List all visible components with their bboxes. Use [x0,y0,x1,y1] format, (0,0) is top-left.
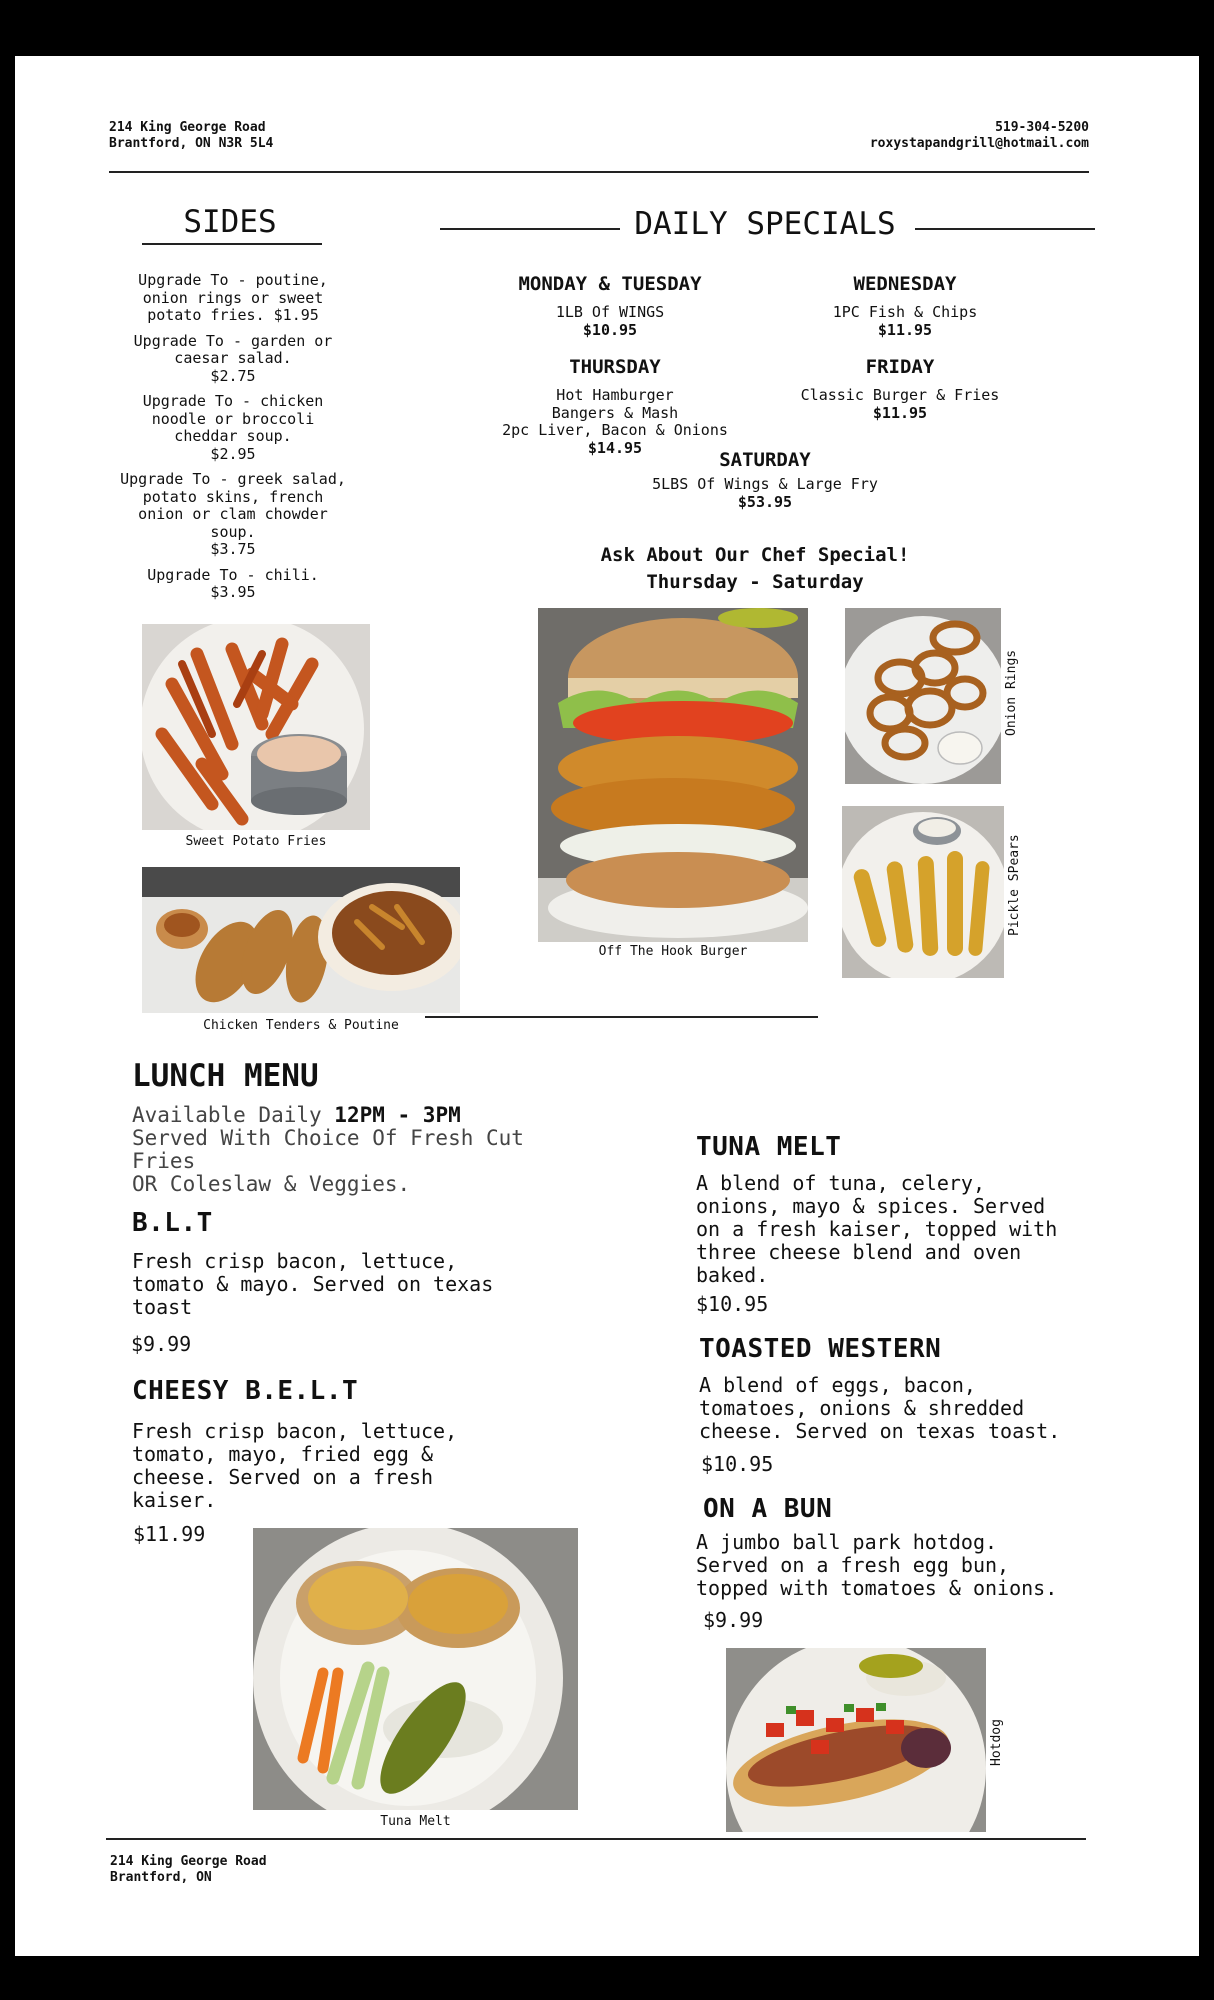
special-monday-tuesday: MONDAY & TUESDAY 1LB Of WINGS $10.95 [518,273,702,339]
menu-page [15,56,1199,1956]
side-item-4: Upgrade To - greek salad, potato skins, french onion or clam chowder soup. $3.75 [120,470,346,558]
special-friday: FRIDAY Classic Burger & Fries $11.95 [800,356,1000,422]
cheesy-belt-price: $11.99 [133,1522,206,1546]
sides-list [113,272,353,602]
footer-address [110,1854,267,1886]
toasted-western-price: $10.95 [701,1452,774,1476]
hotdog-photo [726,1648,986,1832]
chicken-tenders-photo [142,867,460,1013]
side-item-5: Upgrade To - chili. $3.95 [147,565,319,601]
toasted-western-description: A blend of eggs, bacon, tomatoes, onions & shredded cheese. Served on texas toast. [699,1373,1061,1443]
lunch-title: LUNCH MENU [132,1058,319,1094]
lunch-served-line2: OR Coleslaw & Veggies. [132,1172,411,1196]
cheesy-belt-name: CHEESY B.E.L.T [132,1376,359,1406]
side-item-2: Upgrade To - garden or caesar salad. $2.75 [133,331,333,385]
lunch-available: Available Daily [132,1103,335,1127]
chicken-tenders-caption: Chicken Tenders & Poutine [203,1018,399,1033]
tuna-melt-caption: Tuna Melt [380,1814,451,1829]
sides-title-underline [142,243,322,245]
cheesy-belt-description: Fresh crisp bacon, lettuce, tomato, mayo, fried egg & cheese. Served on a fresh kaiser. [132,1419,458,1512]
off-the-hook-burger-photo [538,608,808,942]
pickle-spears-photo [842,806,1004,978]
header-address-line1: 214 King George Road [109,120,266,135]
on-a-bun-price: $9.99 [703,1608,764,1632]
onion-rings-caption: Onion Rings [1004,649,1019,736]
burger-caption: Off The Hook Burger [598,944,748,959]
footer-divider [106,1838,1086,1840]
side-item-1: Upgrade To - poutine, onion rings or sweet potato fries. $1.95 [138,271,328,324]
specials-rule-right [915,228,1095,230]
tuna-melt-name: TUNA MELT [696,1132,842,1162]
on-a-bun-description: A jumbo ball park hotdog. Served on a fresh egg bun, topped with tomatoes & onions. [696,1530,1058,1600]
lunch-served-line1: Served With Choice Of Fresh Cut Fries [132,1126,524,1173]
special-wednesday: WEDNESDAY 1PC Fish & Chips $11.95 [832,273,978,339]
blt-price: $9.99 [131,1332,192,1356]
header-divider [109,171,1089,173]
sides-title: SIDES [183,204,277,240]
side-item-3: Upgrade To - chicken noodle or broccoli cheddar soup. $2.95 [142,392,324,463]
special-saturday: SATURDAY 5LBS Of Wings & Large Fry $53.95 [652,449,878,511]
toasted-western-name: TOASTED WESTERN [699,1334,942,1364]
lunch-subtitle [132,1104,592,1196]
specials-rule-left [440,228,620,230]
header-contact [870,120,1089,152]
header-address [109,120,273,152]
sweet-potato-fries-photo [142,624,370,830]
blt-description: Fresh crisp bacon, lettuce, tomato & mayo. Served on texas toast [132,1249,494,1319]
tuna-melt-description: A blend of tuna, celery, onions, mayo & spices. Served on a fresh kaiser, topped with three cheese blend and oven baked. [696,1171,1058,1287]
special-thursday: THURSDAY Hot Hamburger Bangers & Mash 2pc Liver, Bacon & Onions $14.95 [502,356,728,457]
header-phone: 519-304-5200 [995,120,1089,135]
chef-special-line2: Thursday - Saturday [646,571,864,593]
on-a-bun-name: ON A BUN [703,1494,833,1524]
sweet-potato-fries-caption: Sweet Potato Fries [185,834,327,849]
specials-title: DAILY SPECIALS [634,206,896,242]
hotdog-caption: Hotdog [989,1719,1004,1766]
footer-address-line1: 214 King George Road [110,1854,267,1869]
chef-special [535,542,975,596]
tuna-melt-photo [253,1528,578,1810]
blt-name: B.L.T [132,1208,213,1238]
chef-special-line1: Ask About Our Chef Special! [600,544,910,566]
specials-bottom-rule [425,1016,818,1018]
tuna-melt-price: $10.95 [696,1292,769,1316]
pickle-spears-caption: Pickle SPears [1007,834,1022,936]
lunch-hours: 12PM - 3PM [334,1103,461,1127]
header-address-line2: Brantford, ON N3R 5L4 [109,136,274,151]
header-email: roxystapandgrill@hotmail.com [869,136,1089,151]
onion-rings-photo [845,608,1001,784]
footer-address-line2: Brantford, ON [110,1870,212,1885]
